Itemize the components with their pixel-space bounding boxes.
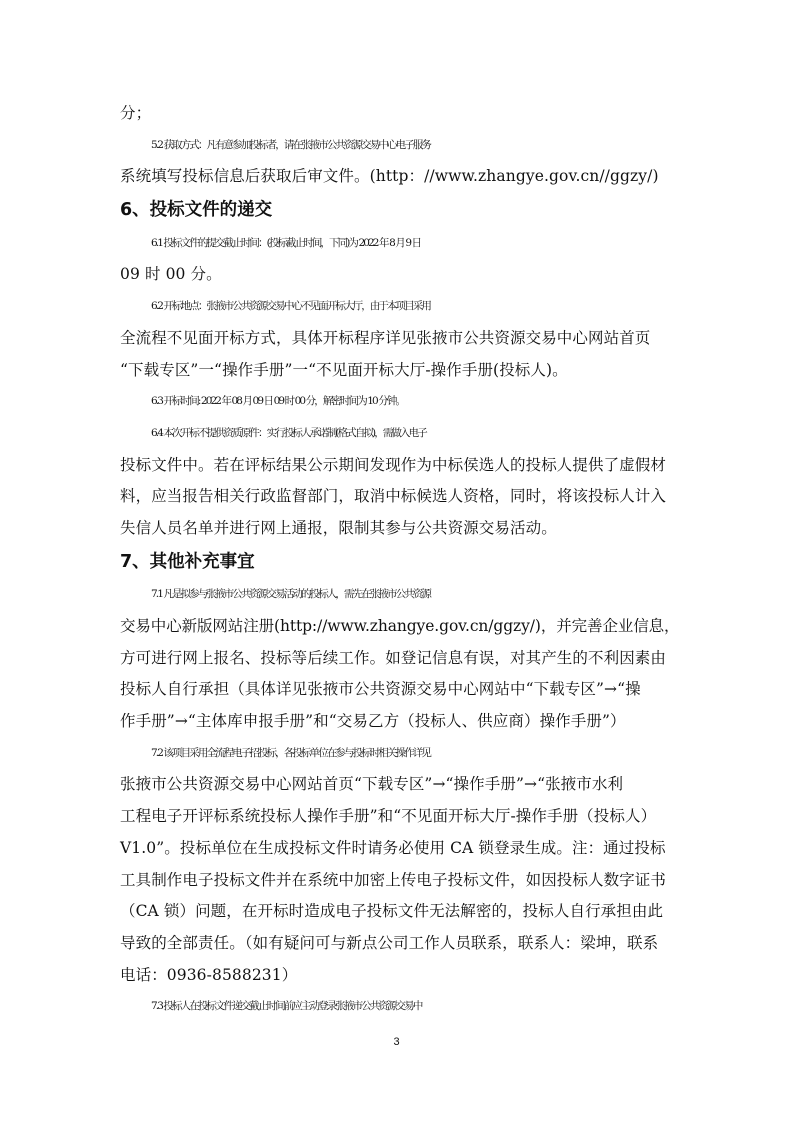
paragraph-7-1-line-5: 作手册”→“主体库申报手册”和“交易乙方（投标人、供应商）操作手册”） [120, 712, 626, 731]
paragraph-7-1-line-3: 方可进行网上报名、投标等后续工作。如登记信息有误，对其产生的不利因素由 [120, 648, 667, 667]
paragraph-7-2-line-8: 电话：0936-8588231） [120, 965, 298, 984]
paragraph-6-4-line-2: 投标文件中。若在评标结果公示期间发现作为中标侯选人的投标人提供了虚假材 [120, 455, 667, 474]
paragraph-7-2-line-5: 工具制作电子投标文件并在系统中加密上传电子投标文件，如因投标人数字证书 [120, 870, 667, 889]
section5-tail-line: 分； [120, 104, 152, 122]
paragraph-7-1-line-2: 交易中心新版网站注册(http://www.zhangye.gov.cn/ggzy/)，并完善企业信息， [120, 617, 680, 635]
paragraph-5-2-line-1: 5.2 获取方式：凡有意参加投标者，请在张掖市公共资源交易中心电子服务 [151, 138, 431, 151]
paragraph-7-2-line-6: （CA 锁）问题，在开标时造成电子投标文件无法解密的，投标人自行承担由此 [120, 902, 664, 921]
paragraph-7-3-line-1: 7.3 投标人在投标文件递交截止时间前应主动登录张掖市公共资源交易中 [151, 1000, 422, 1013]
paragraph-7-2-line-2: 张掖市公共资源交易中心网站首页“下载专区”→“操作手册”→“张掖市水利 [120, 775, 624, 794]
page-number: 3 [393, 1036, 400, 1048]
paragraph-6-2-line-3: “下载专区”一“操作手册”一“不见面开标大厅-操作手册(投标人)。 [120, 360, 568, 379]
section-7-heading: 7、其他补充事宜 [120, 551, 255, 572]
paragraph-6-4-line-1: 6.4 本次开标不提供资质原件：实行投标人承诺制(格式自拟)，需做入电子 [151, 426, 426, 439]
document-body [120, 98, 680, 1023]
section-6-heading: 6、投标文件的递交 [120, 200, 273, 221]
paragraph-5-2-line-2: 系统填写投标信息后获取后审文件。(http：//www.zhangye.gov.cn//ggzy/) [120, 167, 659, 186]
paragraph-6-2-line-1: 6.2 开标地点：张掖市公共资源交易中心不见面开标大厅，由于本项目采用 [151, 300, 431, 313]
paragraph-6-3-line-1: 6.3 开标时间: 2022 年 08 月 09 日 09 时 00 分，解密时间为 10 分钟。 [151, 395, 405, 408]
paragraph-7-1-line-4: 投标人自行承担（具体详见张掖市公共资源交易中心网站中“下载专区”→“操 [120, 680, 641, 699]
paragraph-7-2-line-1: 7.2 该项目采用全流程电子招投标，各投标单位在参与投标时相关操作详见 [151, 746, 431, 759]
paragraph-6-2-line-2: 全流程不见面开标方式，具体开标程序详见张掖市公共资源交易中心网站首页 [120, 328, 651, 347]
paragraph-6-4-line-3: 料，应当报告相关行政监督部门，取消中标候选人资格，同时，将该投标人计入 [120, 487, 667, 506]
paragraph-7-1-line-1: 7.1 凡是拟参与张掖市公共资源交易活动的投标人，需先在张掖市公共资源 [151, 588, 431, 601]
paragraph-7-2-line-4: V1.0”。投标单位在生成投标文件时请务必使用 CA 锁登录生成。注：通过投标 [120, 838, 666, 857]
paragraph-6-4-line-4: 失信人员名单并进行网上通报，限制其参与公共资源交易活动。 [120, 518, 557, 537]
paragraph-7-2-line-3: 工程电子开评标系统投标人操作手册”和“不见面开标大厅-操作手册（投标人） [120, 807, 657, 826]
paragraph-6-1-line-2: 09 时 00 分。 [120, 265, 222, 284]
paragraph-6-1-line-1: 6.1 投标文件的提交截止时间：(投标截止时间，下同)为 2022 年 8 月 9 日 [151, 236, 421, 249]
paragraph-7-2-line-7: 导致的全部责任。（如有疑问可与新点公司工作人员联系，联系人：梁坤，联系 [120, 933, 659, 952]
